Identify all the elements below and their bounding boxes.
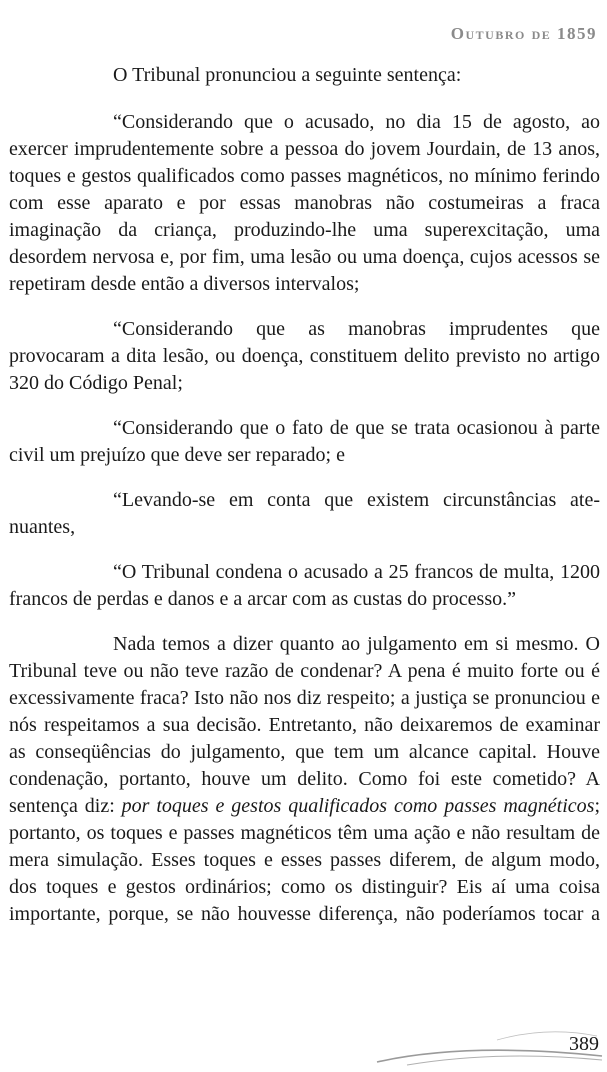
body-text (9, 62, 600, 928)
paragraph-considering-2: “Considerando que as manobras imprudentes que provocaram a dita lesão, ou doença, constituem delito previsto no artigo 320 do Código Penal; (9, 318, 600, 394)
commentary-text-end: ; portanto, os toques e passes magnéticos têm uma ação e não resultam de mera simulação. Esses toques e esses passes diferem, de algum modo, dos toques e gestos ordinários; como os distinguir? Eis aí uma coisa importante, porque, se não houvesse diferença, não poderíamos tocar a (9, 795, 601, 925)
footer-flourish (347, 1012, 607, 1072)
running-header: Outubro de 1859 (450, 24, 597, 43)
paragraph-verdict: “O Tribunal condena o acusado a 25 francos de multa, 1200 francos de perdas e danos e a arcar com as custas do processo.” (9, 561, 600, 610)
page-footer (347, 1012, 607, 1072)
page-number: 389 (569, 1033, 599, 1055)
paragraph-commentary (9, 631, 600, 928)
paragraph-circumstances: “Levando-se em conta que existem circunstâncias ate-nuantes, (9, 489, 600, 538)
paragraph-considering-1: “Considerando que o acusado, no dia 15 de agosto, ao exercer imprudentemente sobre a pessoa do jovem Jourdain, de 13 anos, toques e gestos qualificados como passes magnéticos, no mínimo ferindo com esse aparato e por essas manobras não costumeiras a fraca imaginação da criança, produzindo-lhe uma superexcitação, uma desordem nervosa e, por fim, uma lesão ou uma doença, cujos acessos se repetiram desde então a diversos intervalos; (9, 111, 600, 295)
commentary-text-start: Nada temos a dizer quanto ao julgamento em si mesmo. O Tribunal teve ou não teve razão de condenar? A pena é muito forte ou é excessivamente fraca? Isto não nos diz respeito; a justiça se pronunciou e nós respeitamos a sua decisão. Entretanto, não deixaremos de examinar as conseqüências do julgamento, que tem um alcance capital. Houve condenação, portanto, houve um delito. Como foi este cometido? A sentença diz: (9, 633, 600, 817)
paragraph-considering-3: “Considerando que o fato de que se trata ocasionou à parte civil um prejuízo que deve ser reparado; e (9, 417, 600, 466)
sentence-quote: por toques e gestos qualificados como passes magnéticos (121, 795, 595, 817)
paragraph-sentence-intro: O Tribunal pronunciou a seguinte sentença: (113, 64, 462, 86)
